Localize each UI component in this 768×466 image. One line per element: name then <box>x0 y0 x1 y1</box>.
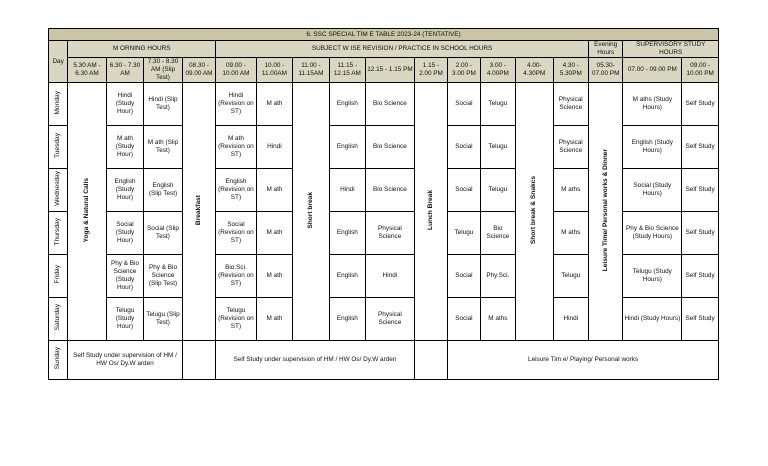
subject-cell: Hindi <box>329 169 365 212</box>
slip-test-cell: Hindi (Slip Test) <box>144 83 183 126</box>
study-cell: Social (Study Hour) <box>106 212 143 255</box>
subject-cell: Social <box>448 126 480 169</box>
time-slot: 09.00 - 10.00 AM <box>216 58 257 83</box>
study-cell: Phy & Bio Science (Study Hour) <box>106 255 143 298</box>
subject-cell: Phy.Sci. <box>480 255 515 298</box>
time-slot: 11.00 - 11.15AM <box>293 58 329 83</box>
revision-cell: English (Revision on ST) <box>216 169 257 212</box>
time-slot: 08.30 - 09.00 AM <box>182 58 215 83</box>
slip-test-cell: Social (Slip Test) <box>144 212 183 255</box>
subject-cell: English <box>329 83 365 126</box>
table-row <box>49 341 719 380</box>
snacks-cell: Short break & Snakcs <box>516 83 553 341</box>
study-cell: Telugu (Study Hour) <box>106 298 143 341</box>
subject-cell: Social <box>448 83 480 126</box>
sunday-empty-cell <box>182 341 215 380</box>
study-cell: English (Study Hour) <box>106 169 143 212</box>
self-study-cell: Self Study <box>682 126 719 169</box>
study-hours-cell: English (Study Hours) <box>623 126 682 169</box>
subject-cell: Social <box>448 255 480 298</box>
study-cell: M ath (Study Hour) <box>106 126 143 169</box>
subject-cell: Physical Science <box>553 126 588 169</box>
day-label: Sunday <box>49 341 68 380</box>
subject-cell: Telugu <box>553 255 588 298</box>
breakfast-cell: Breakfast <box>182 83 215 341</box>
day-header: Day <box>49 41 68 83</box>
revision-cell: Bio.Sci. (Revision on ST) <box>216 255 257 298</box>
subject-cell: M aths <box>480 298 515 341</box>
subject-cell: Bio Science <box>366 126 415 169</box>
subject-cell: Bio Science <box>366 169 415 212</box>
table-title: 6. SSC SPECIAL TIM E TABLE 2023-24 (TENTATIVE) <box>49 29 719 41</box>
day-label: Tuesday <box>49 126 68 169</box>
time-slot: 3.00 - 4.00PM <box>480 58 515 83</box>
study-hours-cell: Telugu (Study Hours) <box>623 255 682 298</box>
time-slot: 6.30 - 7.30 AM <box>106 58 143 83</box>
self-study-cell: Self Study <box>682 212 719 255</box>
slip-test-cell: M ath (Slip Test) <box>144 126 183 169</box>
time-slot: 10.00 - 11.00AM <box>256 58 292 83</box>
self-study-cell: Self Study <box>682 169 719 212</box>
leisure-cell: Leisure Time/ Personal works & Dinner <box>589 83 623 341</box>
subject-cell: Bio Science <box>480 212 515 255</box>
sunday-morning-cell: Self Study under supervision of HM / HW Os/ Dy.W arden <box>68 341 182 380</box>
self-study-cell: Self Study <box>682 255 719 298</box>
subject-cell: Hindi <box>366 255 415 298</box>
subject-cell: English <box>329 298 365 341</box>
subject-cell: M ath <box>256 169 292 212</box>
day-label: Thursday <box>49 212 68 255</box>
time-slot: 11.15 - 12.15 AM <box>329 58 365 83</box>
evening-hours-header: Evening Hours <box>589 41 623 58</box>
study-hours-cell: M aths (Study Hours) <box>623 83 682 126</box>
study-hours-cell: Social (Study Hours) <box>623 169 682 212</box>
time-slot: 7.30 - 8.30 AM (Slip Test) <box>144 58 183 83</box>
timetable <box>48 28 719 380</box>
subject-cell: M aths <box>553 169 588 212</box>
time-slot: 09.00 - 10.00 PM <box>682 58 719 83</box>
slip-test-cell: Telugu (Slip Test) <box>144 298 183 341</box>
day-label: Friday <box>49 255 68 298</box>
subject-cell: M aths <box>553 212 588 255</box>
subject-cell: Physical Science <box>553 83 588 126</box>
day-label: Saturday <box>49 298 68 341</box>
time-slot: 2.00 - 3.00 PM <box>448 58 480 83</box>
subject-cell: English <box>329 212 365 255</box>
sunday-evening-cell: Leisure Tim e/ Playing/ Personal works <box>448 341 719 380</box>
sunday-empty-cell <box>414 341 447 380</box>
lunch-break-cell: Lunch Break <box>414 83 447 341</box>
subject-cell: M ath <box>256 212 292 255</box>
sunday-school-cell: Self Study under supervision of HM / HW Os/ Dy.W arden <box>216 341 415 380</box>
subject-cell: Hindi <box>256 126 292 169</box>
self-study-cell: Self Study <box>682 83 719 126</box>
self-study-cell: Self Study <box>682 298 719 341</box>
time-slot: 12.15 - 1.15 PM <box>366 58 415 83</box>
revision-cell: Telugu (Revision on ST) <box>216 298 257 341</box>
time-slot: 07.00 - 09.00 PM <box>623 58 682 83</box>
revision-cell: Social (Revision on ST) <box>216 212 257 255</box>
time-slot: 4.00- 4.30PM <box>516 58 553 83</box>
subject-cell: M ath <box>256 83 292 126</box>
study-hours-cell: Phy & Bio Science (Study Hours) <box>623 212 682 255</box>
morning-hours-header: M ORNING HOURS <box>68 41 216 58</box>
subject-cell: M ath <box>256 255 292 298</box>
subject-cell: Social <box>448 169 480 212</box>
time-slot: 4.30 - 5.30PM <box>553 58 588 83</box>
subject-cell: Telugu <box>480 83 515 126</box>
slip-test-cell: Phy & Bio Science (Slip Test) <box>144 255 183 298</box>
subject-cell: English <box>329 255 365 298</box>
slip-test-cell: English (Slip Test) <box>144 169 183 212</box>
revision-cell: M ath (Revision on ST) <box>216 126 257 169</box>
day-label: Monday <box>49 83 68 126</box>
time-slot: 1.15 - 2.00 PM <box>414 58 447 83</box>
study-hours-cell: Hindi (Study Hours) <box>623 298 682 341</box>
subject-cell: Telugu <box>448 212 480 255</box>
yoga-cell: Yoga & Natural Calls <box>68 83 107 341</box>
day-label: Wednesday <box>49 169 68 212</box>
subject-cell: Bio Science <box>366 83 415 126</box>
time-slot: 05.30- 07.00 PM <box>589 58 623 83</box>
supervisory-hours-header: SUPERVISORY STUDY HOURS <box>623 41 719 58</box>
school-hours-header: SUBJECT W ISE REVISION / PRACTICE IN SCHOOL HOURS <box>216 41 589 58</box>
table-row <box>49 83 719 126</box>
subject-cell: Hindi <box>553 298 588 341</box>
subject-cell: Telugu <box>480 126 515 169</box>
subject-cell: M ath <box>256 298 292 341</box>
subject-cell: Social <box>448 298 480 341</box>
short-break-cell: Short break <box>293 83 329 341</box>
subject-cell: Physical Science <box>366 212 415 255</box>
subject-cell: Physical Science <box>366 298 415 341</box>
study-cell: Hindi (Study Hour) <box>106 83 143 126</box>
revision-cell: Hindi (Revision on ST) <box>216 83 257 126</box>
subject-cell: English <box>329 126 365 169</box>
time-slot: 5.30 AM - 6.30 AM <box>68 58 107 83</box>
subject-cell: Telugu <box>480 169 515 212</box>
